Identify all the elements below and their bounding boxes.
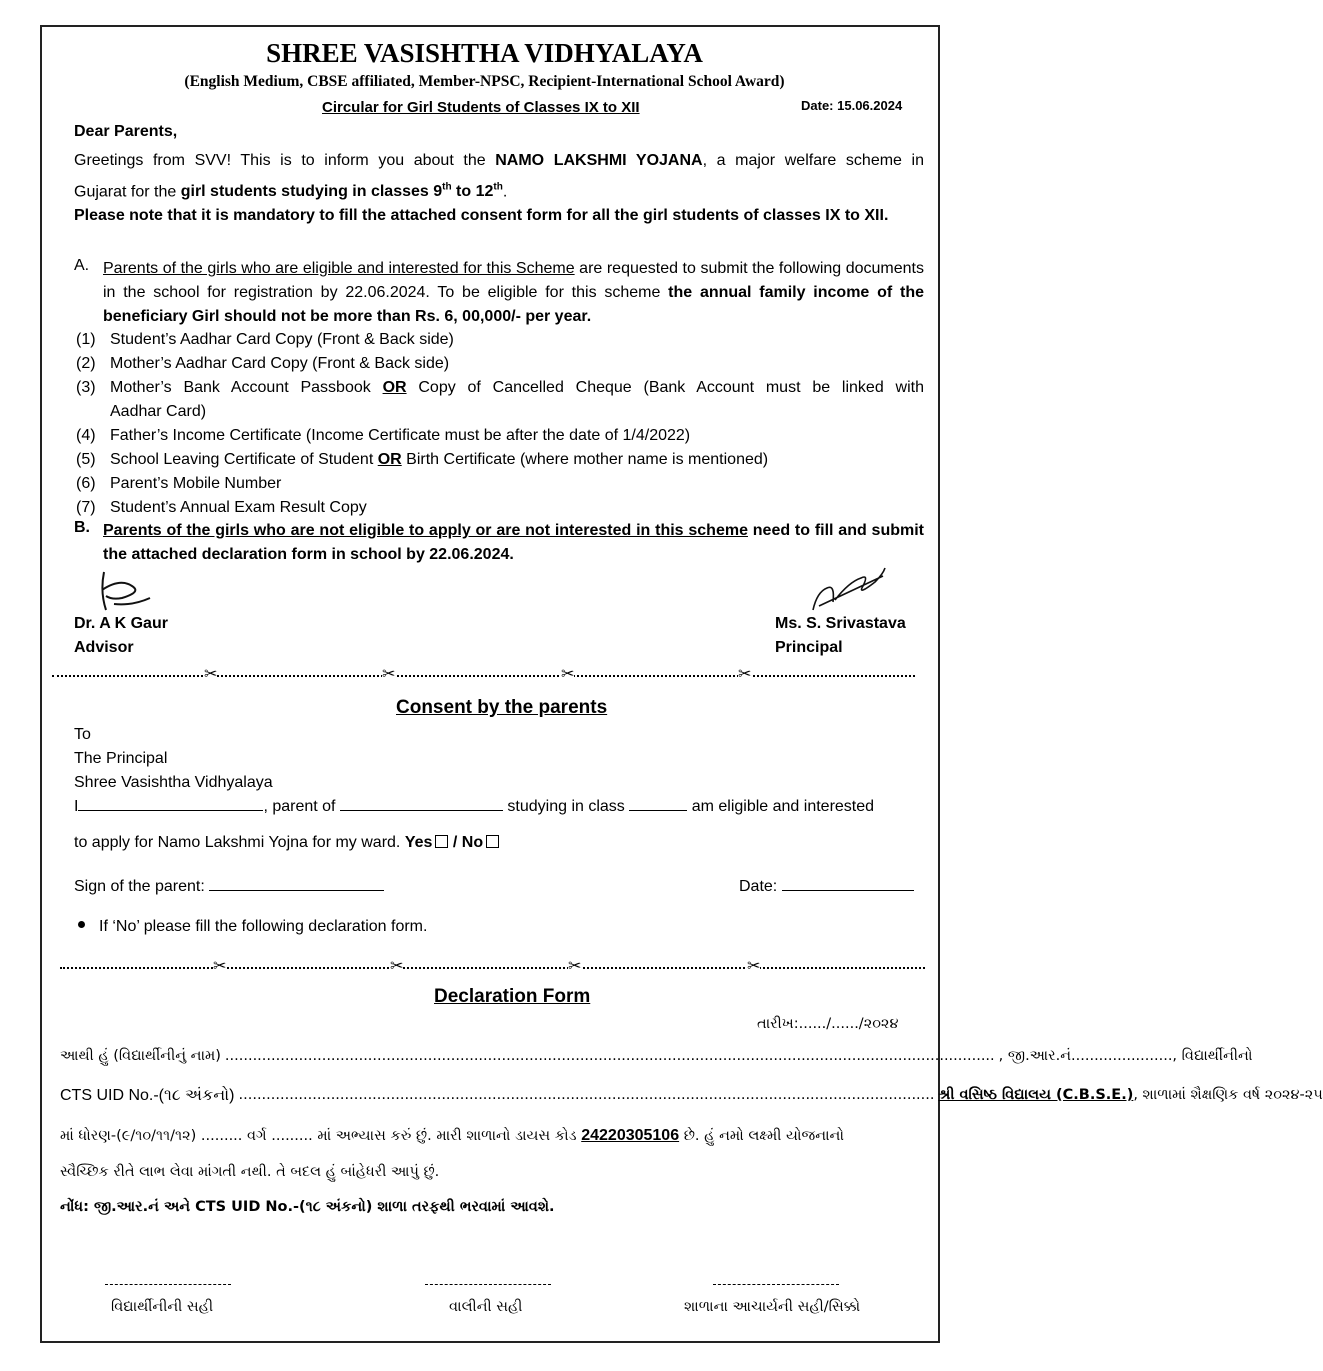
advisor-signature xyxy=(92,568,154,618)
principal-sign-line[interactable] xyxy=(713,1284,839,1285)
school-subtitle: (English Medium, CBSE affiliated, Member-NPSC, Recipient-International School Award) xyxy=(184,73,785,90)
scissors-icon: ✂ xyxy=(213,958,227,975)
salutation: Dear Parents, xyxy=(74,123,178,140)
section-a-label: A. xyxy=(74,257,90,274)
declaration-line-3: માં ધોરણ-(૯/૧૦/૧૧/૧૨) ......... વર્ગ ......... માં અભ્યાસ કરું છું. મારી શાળાનો ડાયસ કોડ 24220305106 છે. હું નમો લક્ષ્મી યોજનાનો xyxy=(60,1127,844,1144)
consent-line-2: to apply for Namo Lakshmi Yojna for my ward. Yes / No xyxy=(74,834,499,852)
checkbox-icon[interactable] xyxy=(435,835,448,848)
cut-line xyxy=(52,675,915,679)
principal-name: Ms. S. Srivastava xyxy=(775,615,906,632)
scissors-icon: ✂ xyxy=(738,666,752,683)
school-name: SHREE VASISHTHA VIDHYALAYA xyxy=(266,38,703,68)
consent-heading: Consent by the parents xyxy=(396,697,608,718)
circular-title: Circular for Girl Students of Classes IX to XII xyxy=(322,99,640,116)
scissors-icon: ✂ xyxy=(568,958,582,975)
principal-role: Principal xyxy=(775,639,843,656)
checkbox-icon[interactable] xyxy=(486,835,499,848)
scissors-icon: ✂ xyxy=(390,958,404,975)
section-b-text: Parents of the girls who are not eligible to apply or are not interested in this scheme need to fill and submit the attached declaration form in school by 22.06.2024. xyxy=(103,522,924,563)
consent-school: Shree Vasishtha Vidhyalaya xyxy=(74,774,273,791)
section-b-label: B. xyxy=(74,519,90,536)
parent-sign-row: Sign of the parent: xyxy=(74,878,384,896)
list-item: (7) Student’s Annual Exam Result Copy xyxy=(76,499,367,516)
no-option: No xyxy=(462,834,499,851)
parent-name-field[interactable] xyxy=(78,810,263,811)
declaration-date: તારીખ:....../....../૨૦૨૪ xyxy=(757,1016,899,1032)
cts-uid-dots[interactable]: ....................................................................................................................................................... xyxy=(238,1087,935,1103)
circular-date: Date: 15.06.2024 xyxy=(801,98,903,113)
dise-code: 24220305106 xyxy=(581,1127,680,1144)
bullet-icon xyxy=(78,921,85,928)
principal-signature xyxy=(805,562,887,614)
documents-list xyxy=(76,328,924,520)
consent-date-field[interactable] xyxy=(782,890,914,891)
class-field[interactable] xyxy=(629,810,687,811)
scissors-icon: ✂ xyxy=(204,666,218,683)
student-sign-line[interactable] xyxy=(105,1284,231,1285)
advisor-role: Advisor xyxy=(74,639,134,656)
list-item-continued: Aadhar Card) xyxy=(110,403,207,420)
consent-date-row: Date: xyxy=(739,878,914,896)
declaration-line-2: CTS UID No.-(૧૮ અંકનો) ....................................................................................................................................................... શ્રી વસિષ્ઠ વિદ્યાલય (C.B.S.E.) , શાળામાં શૈક્ષણિક વર્ષ ૨૦૨૪-૨૫ xyxy=(60,1087,1323,1104)
scissors-icon: ✂ xyxy=(561,666,575,683)
list-item: (5) School Leaving Certificate of Student OR Birth Certificate (where mother name is mentioned) xyxy=(76,451,769,468)
mandatory-note: Please note that it is mandatory to fill the attached consent form for all the girl students of classes IX to XII. xyxy=(74,207,889,224)
declaration-heading: Declaration Form xyxy=(434,986,591,1007)
scissors-icon: ✂ xyxy=(747,958,761,975)
list-item: (3) Mother’s Bank Account Passbook OR Copy of Cancelled Cheque (Bank Account must be linked with xyxy=(76,379,924,396)
section-a-text: Parents of the girls who are eligible and interested for this Scheme are requested to submit the following documents in the school for registration by 22.06.2024. To be eligible for this scheme the annual family income of the beneficiary Girl should not be more than Rs. 6, 00,000/- per year. xyxy=(103,260,924,325)
consent-line-1: I , parent of studying in class am eligible and interested xyxy=(74,798,875,815)
consent-addressee: The Principal xyxy=(74,750,168,767)
cut-line xyxy=(60,967,925,971)
scissors-icon: ✂ xyxy=(382,666,396,683)
student-sign-label: વિદ્યાર્થીનીની સહી xyxy=(111,1299,214,1315)
principal-sign-label: શાળાના આચાર્યની સહી/સિક્કો xyxy=(684,1299,861,1315)
list-item: (1) Student’s Aadhar Card Copy (Front & Back side) xyxy=(76,331,454,348)
bullet-note: If ‘No’ please fill the following declaration form. xyxy=(78,918,427,936)
list-item: (2) Mother’s Aadhar Card Copy (Front & Back side) xyxy=(76,355,450,372)
advisor-name: Dr. A K Gaur xyxy=(74,615,168,632)
intro-paragraph: Greetings from SVV! This is to inform you about the NAMO LAKSHMI YOJANA, a major welfare scheme in Gujarat for the girl students studying in classes 9th to 12th. xyxy=(74,152,924,201)
declaration-line-4: સ્વૈચ્છિક રીતે લાભ લેવા માંગતી નથી. તે બદલ હું બાંહેધરી આપું છું. xyxy=(60,1164,440,1180)
list-item: (6) Parent’s Mobile Number xyxy=(76,475,282,492)
student-name-dots[interactable]: ....................................................................................................................................................................... xyxy=(224,1048,995,1064)
parent-sign-field[interactable] xyxy=(209,890,384,891)
declaration-line-1: આથી હું (વિદ્યાર્થીનીનું નામ) ....................................................................................................................................................................... , જી.આર.નં......................, વિદ્યાર્થીનીનો xyxy=(60,1048,1253,1064)
student-name-field[interactable] xyxy=(340,810,503,811)
declaration-note: નોંધ: જી.આર.નં અને CTS UID No.-(૧૮ અંકનો) શાળા તરફથી ભરવામાં આવશે. xyxy=(60,1199,555,1215)
parent-sign-line[interactable] xyxy=(425,1284,551,1285)
yes-option: Yes xyxy=(405,834,449,851)
list-item: (4) Father’s Income Certificate (Income Certificate must be after the date of 1/4/2022) xyxy=(76,427,691,444)
consent-to: To xyxy=(74,726,91,743)
parent-sign-label: વાલીની સહી xyxy=(449,1299,523,1315)
